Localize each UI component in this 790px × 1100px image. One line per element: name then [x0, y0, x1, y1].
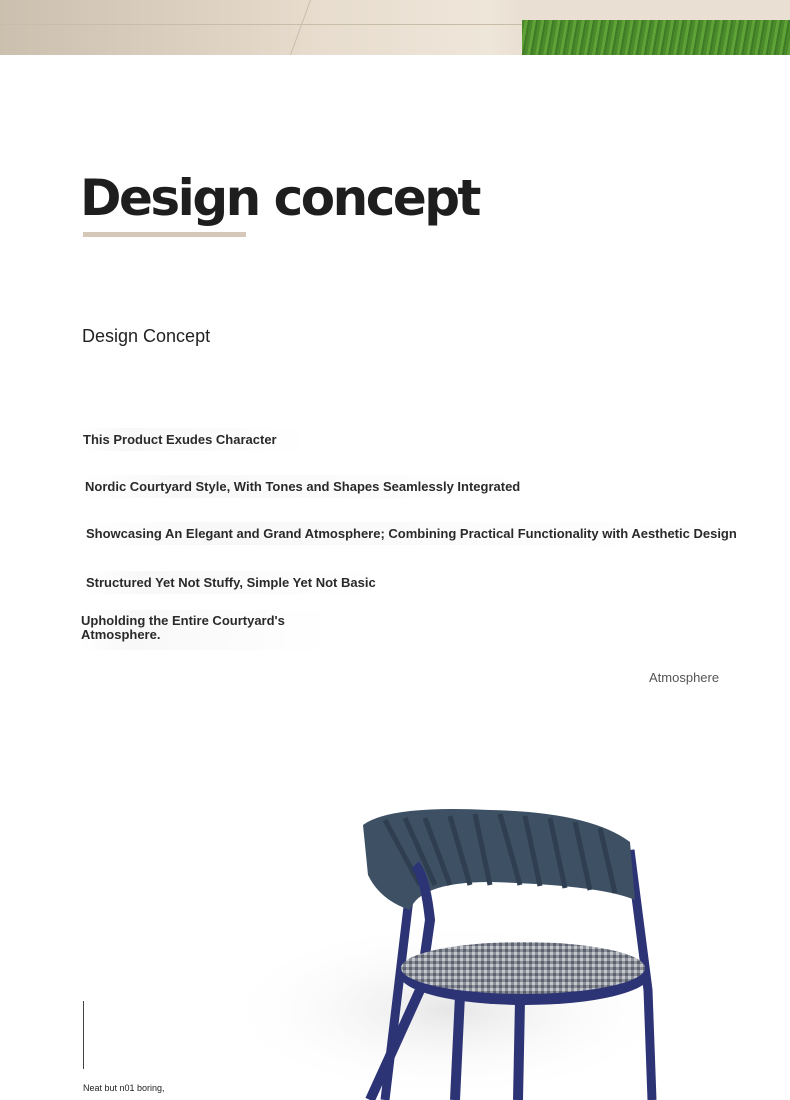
- chair-illustration: [220, 790, 690, 1100]
- concept-line-1: This Product Exudes Character: [80, 428, 309, 451]
- page-title: Design concept: [80, 169, 479, 227]
- floor-shadow: [220, 920, 680, 1100]
- atmosphere-caption: Atmosphere: [649, 670, 720, 685]
- title-underline: [83, 232, 246, 237]
- grass-area: [522, 20, 790, 55]
- concept-line-3: Showcasing An Elegant and Grand Atmosphere; Combining Practical Functionality with Aesthetic Design: [83, 522, 743, 545]
- paving-seam: [0, 24, 522, 25]
- paving-seam: [290, 0, 311, 55]
- vertical-rule: [83, 1001, 84, 1069]
- concept-line-5: Upholding the Entire Courtyard's Atmosphere.: [81, 610, 331, 650]
- chair-front-leg-right: [518, 1000, 520, 1100]
- header-photo: [0, 0, 790, 55]
- chair-front-leg-left: [455, 995, 460, 1100]
- concept-line-4: Structured Yet Not Stuffy, Simple Yet Not Basic: [83, 571, 382, 594]
- footer-note: Neat but n01 boring,: [83, 1083, 165, 1093]
- concept-line-2: Nordic Courtyard Style, With Tones and Shapes Seamlessly Integrated: [82, 475, 526, 498]
- section-subtitle: Design Concept: [82, 326, 211, 346]
- seat-cushion: [401, 942, 645, 994]
